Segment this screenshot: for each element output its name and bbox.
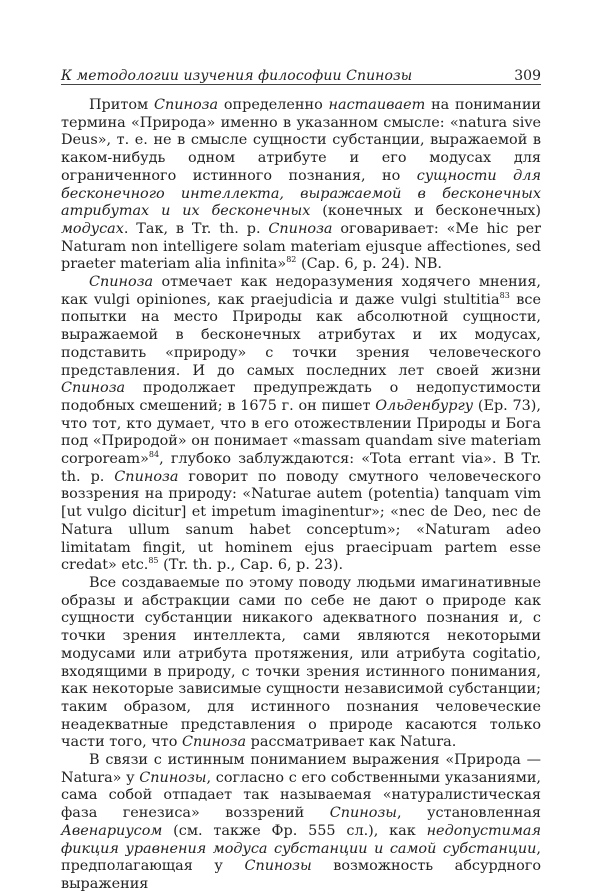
text-run: . Так, в Tr. th. p. [123, 220, 269, 237]
italic-text: Спиноза [181, 734, 247, 751]
text-run: (см. также Фр. 555 сл.), как [162, 822, 427, 839]
text-run: (Cap. 6, p. 24). NB. [296, 256, 443, 273]
text-run: все попытки на место Природы как абсолютной сущности, выражаемой в бесконечных атрибутах и их модусах, подставить «природу» с точки зрения человеческого представления. И до самых последних лет своей жизни [61, 291, 541, 379]
italic-text: недопустимая фикция уравнения модуса субстанции и самой субстанции [61, 822, 541, 857]
italic-text: Спиноза [89, 274, 154, 291]
text-run: отмечает как недоразумения ходячего мнения, как vulgi opiniones, как praejudicia и даже vulgi stultitia [61, 274, 541, 308]
text-run: рассматривает как Natura. [246, 734, 457, 751]
body-text [61, 97, 541, 894]
page-number: 309 [514, 68, 541, 84]
text-run: Притом [89, 97, 154, 113]
paragraph [61, 97, 541, 274]
text-run: оговаривает: «Me hic per Naturam non intelligere solam materiam ejusque affectiones, sed praeter materiam alia infinita» [61, 220, 541, 273]
italic-text: настаивает [328, 97, 426, 113]
text-run: определенно [218, 97, 329, 113]
italic-text: сущности для бесконечного интеллекта, выражаемой в бесконечных атрибутах и их бесконечных [61, 167, 541, 220]
footnote-ref: 85 [148, 556, 159, 566]
text-run: возможность абсурдного выражения [61, 858, 541, 892]
italic-text: модусах [61, 220, 124, 237]
text-run: (конечных и бесконечных) [310, 203, 542, 220]
text-run: (Ep. 73), что тот, кто думает, что в его отожествлении Природы и Бога под «Природой» он понимает «massam quandam sive materiam corpoream» [61, 397, 542, 468]
footnote-ref: 82 [286, 255, 297, 265]
italic-text: Спиноза [268, 220, 333, 237]
italic-text: Спиноза [61, 380, 126, 397]
text-run: говорит по поводу смутного человеческого воззрения на природу: «Naturae autem (potentia) tanquam vim [ut vulgo dicitur] et impetum imaginentur»; «nec de Deo, nec de Natura ullum sanum habet conceptum»; «Naturam adeo limitatam fingit, ut hominem ejus praecipuam partem esse credat» etc. [61, 468, 541, 574]
text-run: В связи с истинным пониманием выражения «Природа — Natura» у [61, 752, 541, 786]
italic-text: Спиноза [153, 97, 219, 113]
italic-text: Спинозы [244, 858, 312, 875]
text-run: , согласно с его собственными указаниями, сама собой отпадает так называемая «натуралистическая фаза генезиса» воззрений [61, 769, 541, 822]
paragraph [61, 274, 541, 575]
text-run: , установленная [397, 805, 541, 822]
text-run: , глубоко заблуждаются: «Tota errant via». В Tr. th. p. [61, 451, 541, 485]
text-run: на понимании термина «Природа» именно в указанном смысле: «natura sive Deus», т. е. не в смысле сущности субстанции, выражаемой в каком-нибудь одном атрибуте и его модусах для ограниченного истинного познания, но [61, 97, 542, 184]
italic-text: Спиноза [114, 468, 179, 485]
text-run: , предполагающая у [61, 840, 541, 875]
footnote-ref: 84 [148, 450, 160, 460]
running-title: К методологии изучения философии Спинозы [61, 68, 413, 84]
text-run: Все создаваемые по этому поводу людьми имагинативные образы и абстракции сами по себе не дают о природе как сущности субстанции никакого адекватного познания и, с точки зрения интеллекта, сами являются некоторыми модусами или атрибута протяжения, или атрибута cogitatio, входящими в природу, с точки зрения истинного понимания, как некоторые зависимые сущности независимой субстанции; таким образом, для истинного познания человеческие неадекватные представления о природе касаются только части того, что [61, 574, 541, 751]
italic-text: Спинозы [139, 769, 207, 786]
paragraph [61, 752, 541, 894]
running-header [61, 62, 541, 85]
text-run: продолжает предупреждать о недопустимости подобных смешений; в 1675 г. он пишет [61, 380, 541, 414]
paragraph [61, 575, 541, 752]
italic-text: Авенариусом [61, 822, 163, 839]
italic-text: Спинозы [329, 805, 398, 822]
text-run: (Tr. th. p., Cap. 6, p. 23). [158, 557, 344, 574]
italic-text: Ольденбургу [375, 397, 474, 414]
footnote-ref: 83 [499, 290, 510, 300]
